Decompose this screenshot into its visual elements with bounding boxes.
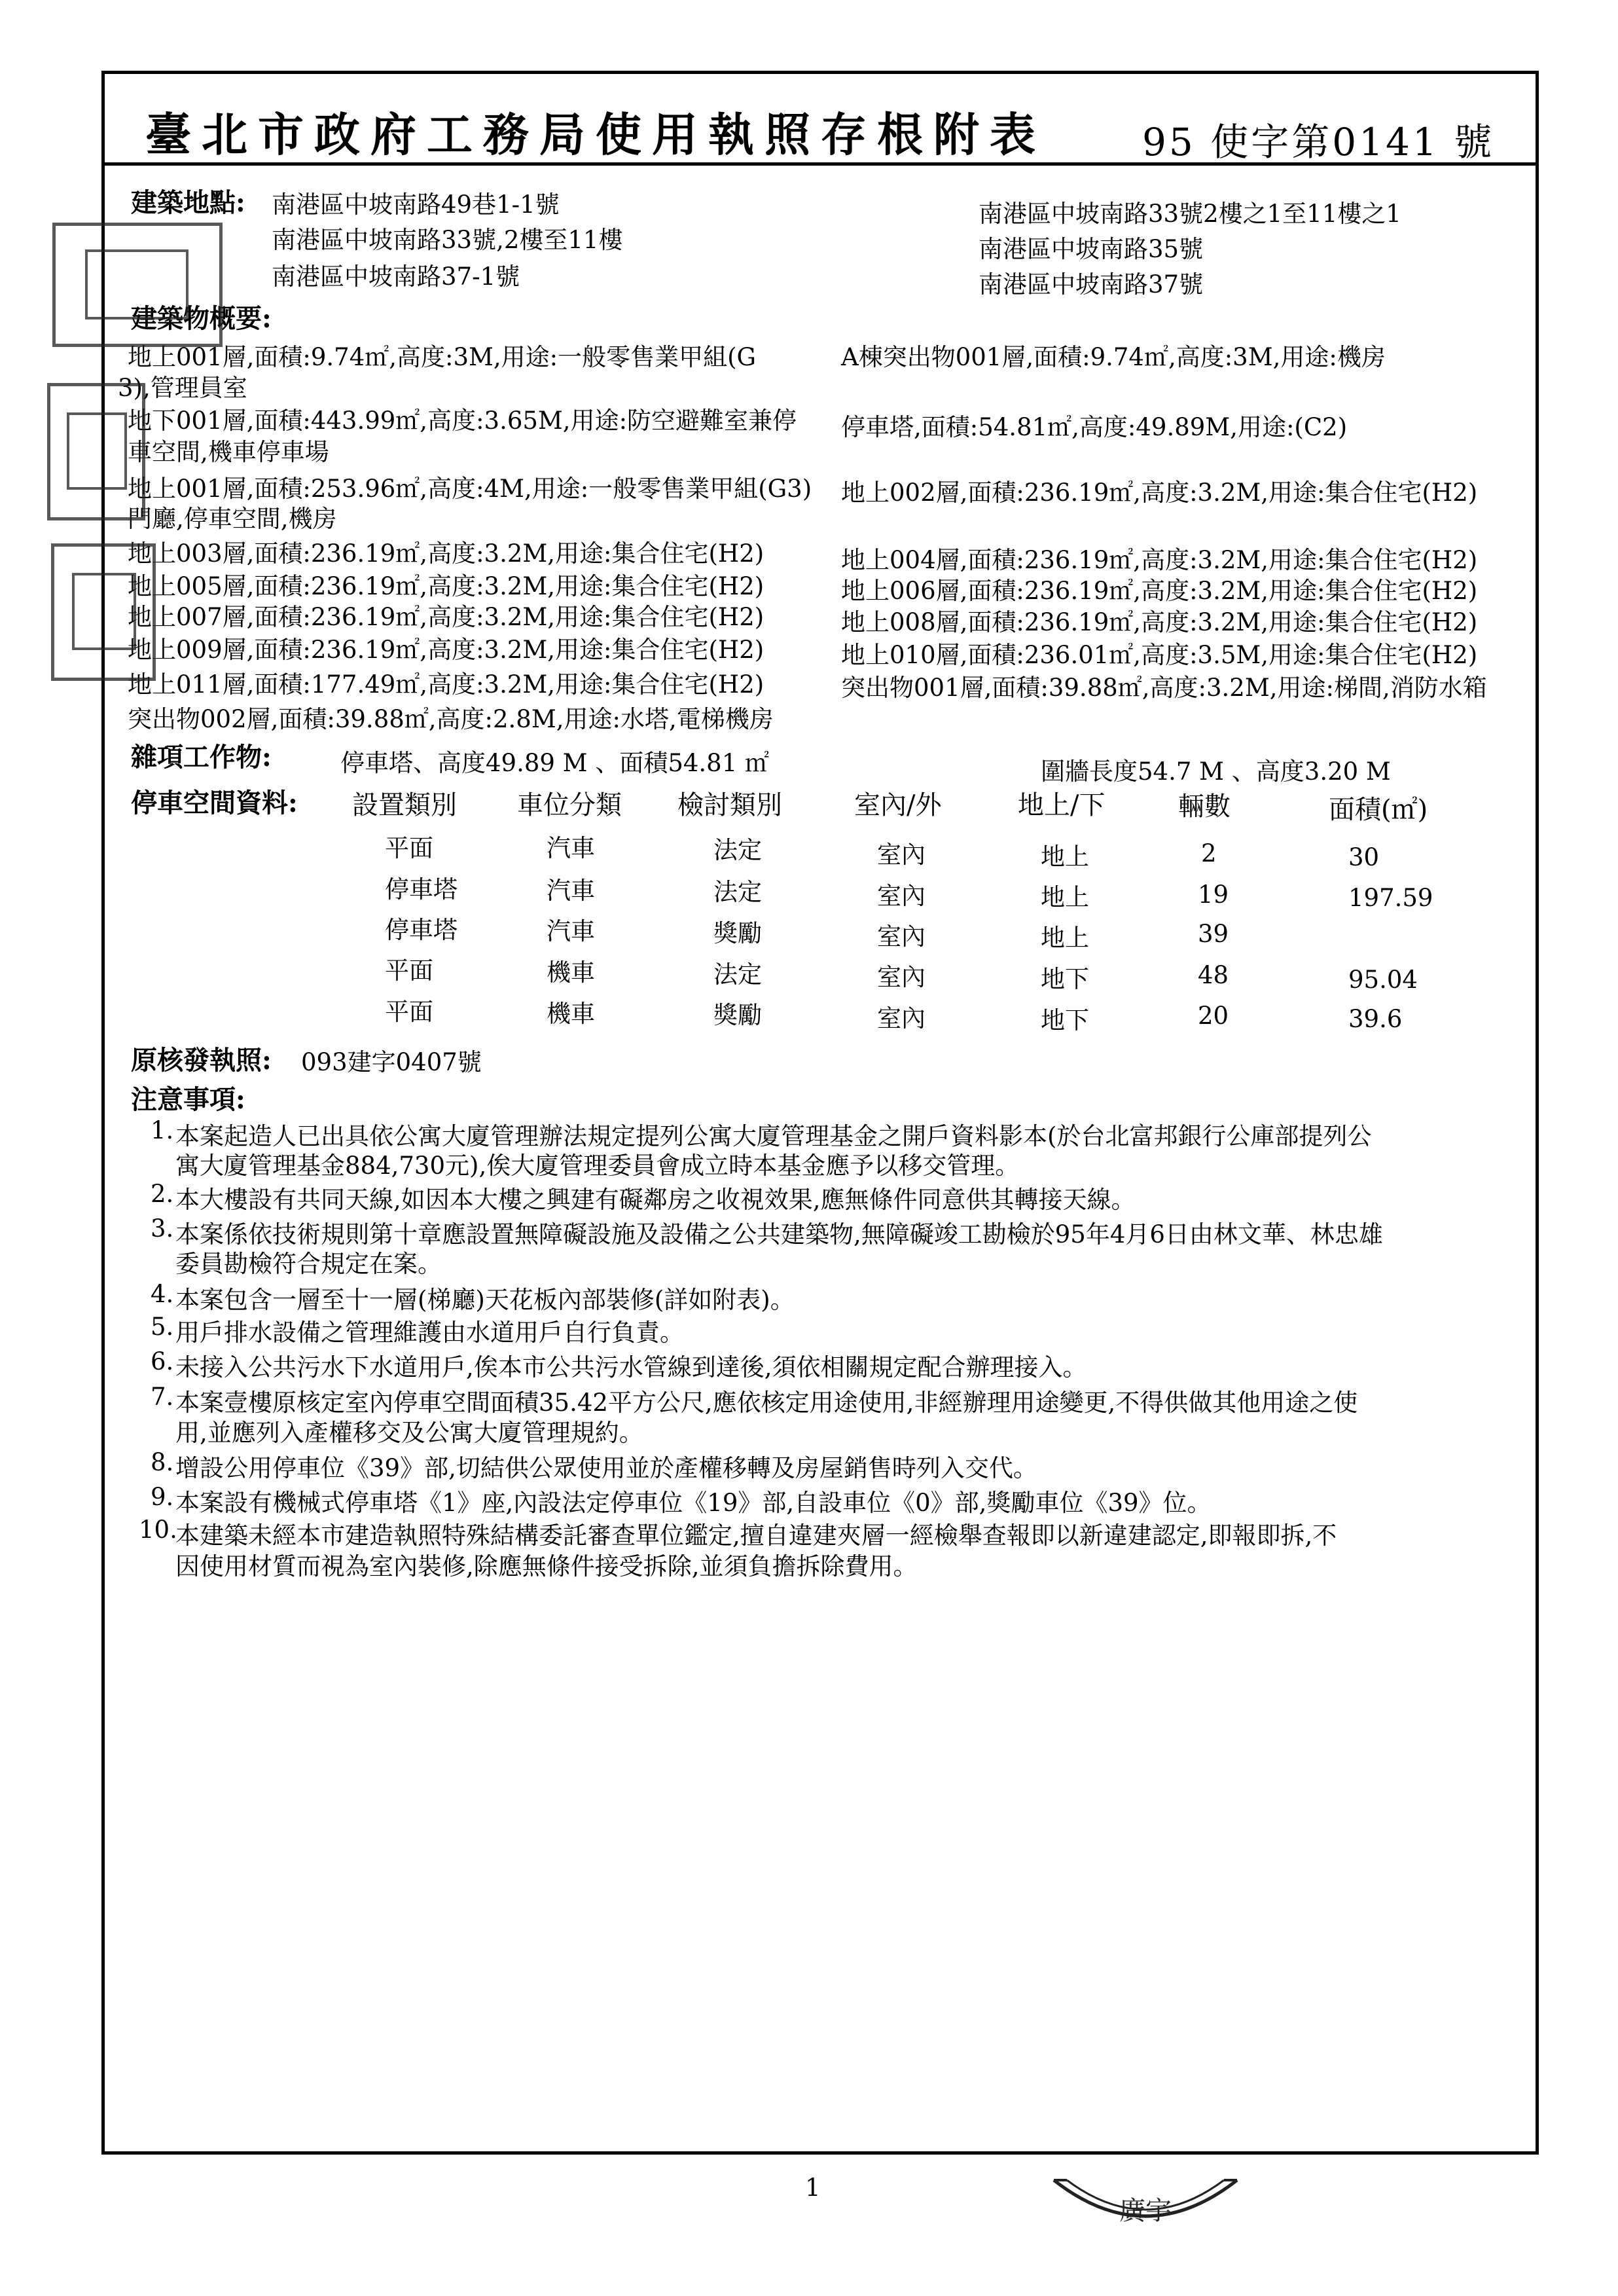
parking-cell: 機車 <box>547 1000 595 1028</box>
address-right-2: 南港區中坡南路35號 <box>979 235 1204 263</box>
parking-cell: 48 <box>1198 961 1229 989</box>
note-line: 寓大廈管理基金884,730元),俟大廈管理委員會成立時本基金應予以移交管理。 <box>175 1152 1020 1180</box>
overview-left-10: 地上009層,面積:236.19㎡,高度:3.2M,用途:集合住宅(H2) <box>128 636 764 664</box>
note-number: 4. <box>151 1280 174 1308</box>
parking-cell: 室內 <box>877 1004 926 1032</box>
overview-right-8: 地上006層,面積:236.19㎡,高度:3.2M,用途:集合住宅(H2) <box>841 577 1478 605</box>
parking-cell: 室內 <box>877 841 926 869</box>
note-line: 用戶排水設備之管理維護由水道用戶自行負責。 <box>175 1319 684 1347</box>
note-line: 本大樓設有共同天線,如因本大樓之興建有礙鄰房之收視效果,應無條件同意供其轉接天線。 <box>175 1186 1136 1214</box>
parking-cell: 機車 <box>547 958 595 987</box>
parking-cell: 獎勵 <box>713 1001 762 1029</box>
parking-cell: 室內 <box>877 963 926 991</box>
parking-cell: 20 <box>1198 1002 1229 1030</box>
parking-header-6: 輛數 <box>1178 792 1231 822</box>
parking-cell: 獎勵 <box>713 919 762 947</box>
parking-cell: 汽車 <box>547 834 595 862</box>
parking-cell: 停車塔 <box>385 875 458 903</box>
parking-cell: 2 <box>1201 839 1217 867</box>
parking-cell: 法定 <box>713 836 762 864</box>
note-number: 3. <box>151 1214 174 1243</box>
parking-cell: 地上 <box>1041 924 1089 952</box>
parking-cell: 室內 <box>877 882 926 910</box>
overview-label: 建築物概要: <box>131 303 272 334</box>
note-line: 未接入公共污水下水道用戶,俟本市公共污水管線到達後,須依相關規定配合辦理接入。 <box>175 1353 1087 1381</box>
overview-right-7: 地上004層,面積:236.19㎡,高度:3.2M,用途:集合住宅(H2) <box>841 546 1478 574</box>
misc-works-label: 雜項工作物: <box>131 742 272 773</box>
note-number: 8. <box>151 1448 174 1476</box>
parking-cell: 95.04 <box>1348 966 1418 994</box>
page-title: 臺北市政府工務局使用執照存根附表 <box>145 107 1046 162</box>
parking-cell: 汽車 <box>547 917 595 945</box>
misc-works-left: 停車塔、高度49.89 M 、面積54.81 ㎡ <box>340 749 770 777</box>
address-right-1: 南港區中坡南路33號2樓之1至11樓之1 <box>979 200 1401 228</box>
page-number: 1 <box>805 2174 821 2202</box>
parking-cell: 地下 <box>1041 965 1089 993</box>
address-left-1: 南港區中坡南路49巷1-1號 <box>272 191 560 219</box>
overview-left-2: 3),管理員室 <box>118 374 247 402</box>
note-line: 增設公用停車位《39》部,切結供公眾使用並於產權移轉及房屋銷售時列入交代。 <box>175 1454 1037 1482</box>
parking-cell: 39.6 <box>1348 1005 1403 1033</box>
notes-label: 注意事項: <box>131 1084 245 1115</box>
parking-cell: 法定 <box>713 960 762 989</box>
parking-cell: 法定 <box>713 878 762 906</box>
original-permit-value: 093建字0407號 <box>301 1048 482 1076</box>
note-line: 本案起造人已出具依公寓大廈管理辦法規定提列公寓大廈管理基金之開戶資料影本(於台北富邦銀行公庫部提列公 <box>175 1122 1372 1150</box>
overview-right-3: 停車塔,面積:54.81㎡,高度:49.89M,用途:(C2) <box>841 413 1348 441</box>
note-number: 10. <box>139 1516 177 1544</box>
company-seal-icon <box>1047 2154 1244 2252</box>
official-stamp-icon <box>51 543 156 681</box>
parking-cell: 19 <box>1198 881 1229 909</box>
note-number: 9. <box>151 1483 174 1511</box>
overview-left-7: 地上003層,面積:236.19㎡,高度:3.2M,用途:集合住宅(H2) <box>128 539 764 568</box>
parking-header-2: 車位分類 <box>517 790 622 820</box>
parking-cell: 30 <box>1348 843 1380 871</box>
overview-left-3: 地下001層,面積:443.99㎡,高度:3.65M,用途:防空避難室兼停 <box>128 407 797 435</box>
overview-left-6: 門廳,停車空間,機房 <box>128 505 337 533</box>
seal-text: 廣宇 <box>1119 2196 1172 2226</box>
parking-cell: 停車塔 <box>385 916 458 944</box>
overview-right-10: 地上010層,面積:236.01㎡,高度:3.5M,用途:集合住宅(H2) <box>841 641 1478 669</box>
address-left-2: 南港區中坡南路33號,2樓至11樓 <box>272 226 623 254</box>
parking-cell: 平面 <box>385 834 433 862</box>
parking-header-5: 地上/下 <box>1018 790 1106 820</box>
address-left-3: 南港區中坡南路37-1號 <box>272 263 520 291</box>
note-line: 委員勘檢符合規定在案。 <box>175 1250 442 1278</box>
parking-cell: 197.59 <box>1348 884 1433 912</box>
document-frame <box>101 71 1539 2155</box>
official-stamp-icon <box>47 383 145 520</box>
note-line: 本案係依技術規則第十章應設置無障礙設施及設備之公共建築物,無障礙竣工勘檢於95年4月6日由林文華、林忠雄 <box>175 1220 1383 1248</box>
overview-left-11: 地上011層,面積:177.49㎡,高度:3.2M,用途:集合住宅(H2) <box>128 670 764 699</box>
official-stamp-icon <box>52 223 223 347</box>
overview-right-9: 地上008層,面積:236.19㎡,高度:3.2M,用途:集合住宅(H2) <box>841 608 1478 636</box>
overview-left-8: 地上005層,面積:236.19㎡,高度:3.2M,用途:集合住宅(H2) <box>128 572 764 600</box>
overview-left-9: 地上007層,面積:236.19㎡,高度:3.2M,用途:集合住宅(H2) <box>128 603 764 631</box>
parking-cell: 汽車 <box>547 877 595 905</box>
note-number: 2. <box>151 1180 174 1208</box>
misc-works-right: 圍牆長度54.7 M 、高度3.20 M <box>1041 757 1391 786</box>
note-line: 本案設有機械式停車塔《1》座,內設法定停車位《19》部,自設車位《0》部,獎勵車位《39》位。 <box>175 1489 1212 1517</box>
overview-left-4: 車空間,機車停車場 <box>128 438 329 466</box>
note-line: 本案壹樓原核定室內停車空間面積35.42平方公尺,應依核定用途使用,非經辦理用途變更,不得供做其他用途之使 <box>175 1389 1358 1417</box>
overview-left-12: 突出物002層,面積:39.88㎡,高度:2.8M,用途:水塔,電梯機房 <box>128 705 774 733</box>
overview-right-1: A棟突出物001層,面積:9.74㎡,高度:3M,用途:機房 <box>841 343 1386 371</box>
parking-cell: 平面 <box>385 957 433 985</box>
parking-header-1: 設置類別 <box>352 790 457 820</box>
parking-label: 停車空間資料: <box>131 788 298 818</box>
address-label: 建築地點: <box>131 187 245 218</box>
parking-header-7: 面積(㎡) <box>1329 795 1428 825</box>
overview-right-5: 地上002層,面積:236.19㎡,高度:3.2M,用途:集合住宅(H2) <box>841 479 1478 507</box>
parking-cell: 地下 <box>1041 1006 1089 1034</box>
parking-header-3: 檢討類別 <box>677 790 782 820</box>
note-line: 因使用材質而視為室內裝修,除應無條件接受拆除,並須負擔拆除費用。 <box>175 1552 918 1580</box>
note-number: 6. <box>151 1347 174 1376</box>
overview-left-1: 地上001層,面積:9.74㎡,高度:3M,用途:一般零售業甲組(G <box>128 343 757 371</box>
overview-right-11: 突出物001層,面積:39.88㎡,高度:3.2M,用途:梯間,消防水箱 <box>841 674 1487 702</box>
note-number: 5. <box>151 1313 174 1341</box>
note-line: 用,並應列入產權移交及公寓大廈管理規約。 <box>175 1419 643 1447</box>
parking-cell: 39 <box>1198 920 1229 948</box>
overview-left-5: 地上001層,面積:253.96㎡,高度:4M,用途:一般零售業甲組(G3) <box>128 475 812 503</box>
parking-cell: 平面 <box>385 998 433 1026</box>
note-number: 7. <box>151 1383 174 1411</box>
note-line: 本建築未經本市建造執照特殊結構委託審查單位鑑定,擅自違建夾層一經檢舉查報即以新違建認定,即報即拆,不 <box>175 1522 1337 1550</box>
parking-cell: 地上 <box>1041 883 1089 911</box>
address-right-3: 南港區中坡南路37號 <box>979 270 1204 299</box>
parking-cell: 室內 <box>877 922 926 951</box>
original-permit-label: 原核發執照: <box>131 1045 272 1076</box>
note-line: 本案包含一層至十一層(梯廳)天花板內部裝修(詳如附表)。 <box>175 1286 795 1314</box>
note-number: 1. <box>151 1116 174 1144</box>
permit-number: 95 使字第0141 號 <box>1142 120 1495 164</box>
parking-header-4: 室內/外 <box>854 790 942 820</box>
parking-cell: 地上 <box>1041 843 1089 871</box>
